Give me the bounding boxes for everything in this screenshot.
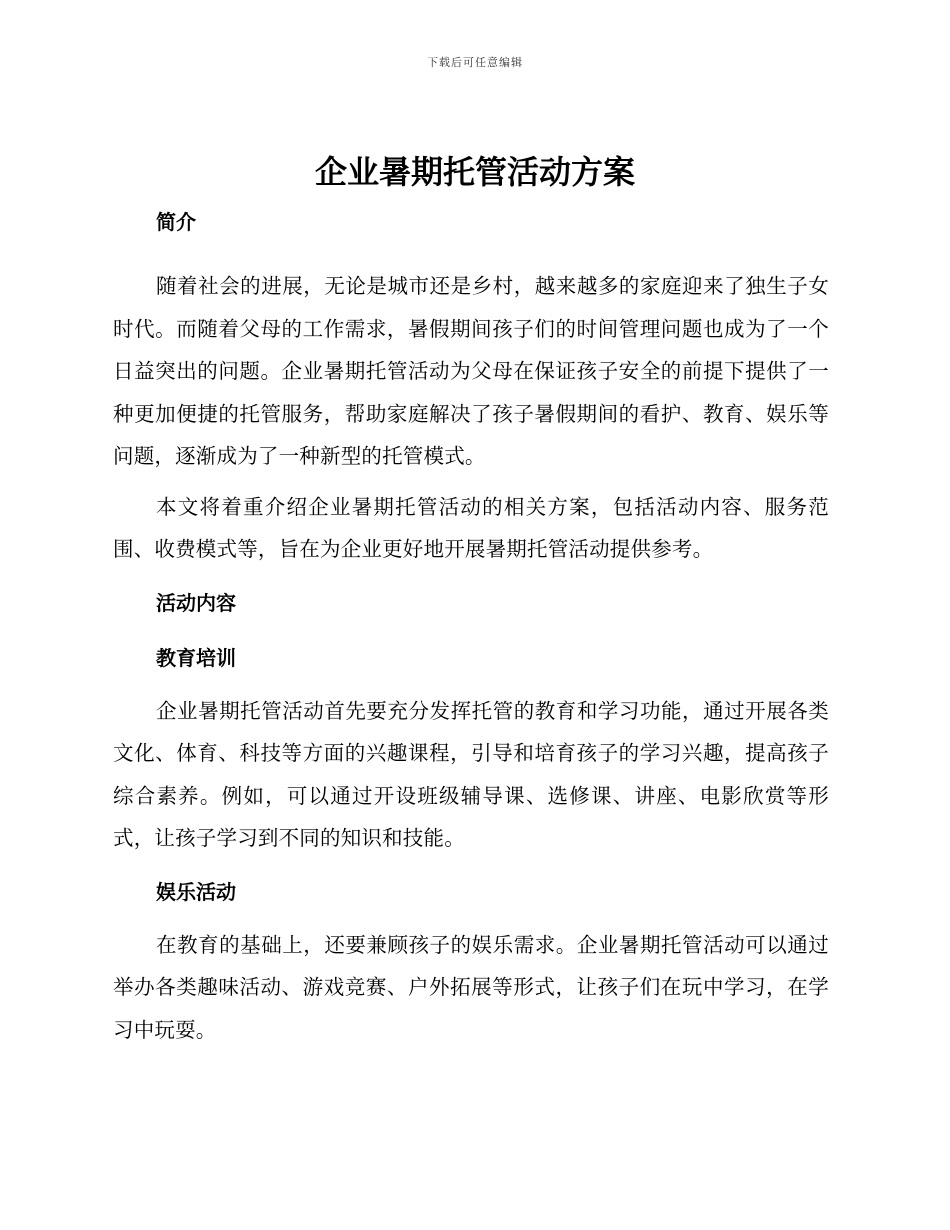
intro-paragraph-2: 本文将着重介绍企业暑期托管活动的相关方案，包括活动内容、服务范围、收费模式等，旨在为企业更好地开展暑期托管活动提供参考。 xyxy=(113,494,829,561)
page-header-note: 下载后可任意编辑 xyxy=(427,56,523,69)
section-heading-entertainment: 娱乐活动 xyxy=(156,879,236,904)
entertainment-paragraph: 在教育的基础上，还要兼顾孩子的娱乐需求。企业暑期托管活动可以通过举办各类趣味活动、游戏竞赛、户外拓展等形式，让孩子们在玩中学习，在学习中玩耍。 xyxy=(113,932,829,1042)
document-body xyxy=(113,200,829,1051)
section-heading-activity-content: 活动内容 xyxy=(156,590,236,615)
section-heading-education: 教育培训 xyxy=(156,645,236,670)
education-paragraph: 企业暑期托管活动首先要充分发挥托管的教育和学习功能，通过开展各类文化、体育、科技等方面的兴趣课程，引导和培育孩子的学习兴趣，提高孩子综合素养。例如，可以通过开设班级辅导课、选修课、讲座、电影欣赏等形式，让孩子学习到不同的知识和技能。 xyxy=(113,698,829,850)
intro-paragraph-1: 随着社会的进展，无论是城市还是乡村，越来越多的家庭迎来了独生子女时代。而随着父母的工作需求，暑假期间孩子们的时间管理问题也成为了一个日益突出的问题。企业暑期托管活动为父母在保证孩子安全的前提下提供了一种更加便捷的托管服务，帮助家庭解决了孩子暑假期间的看护、教育、娱乐等问题，逐渐成为了一种新型的托管模式。 xyxy=(113,274,829,468)
section-heading-intro: 简介 xyxy=(156,210,196,234)
document-title: 企业暑期托管活动方案 xyxy=(314,153,635,191)
